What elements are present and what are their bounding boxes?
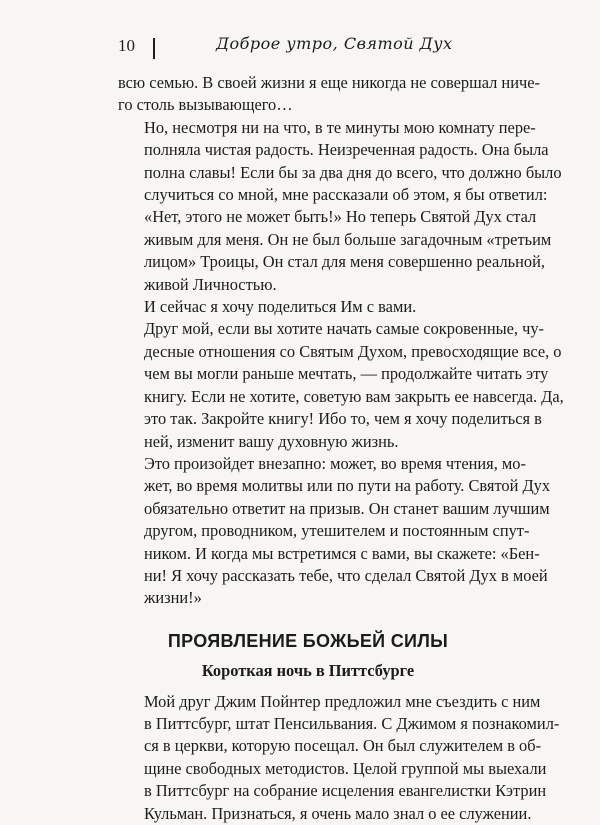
text-line: ней, изменит вашу духовную жизнь. bbox=[144, 431, 399, 451]
page-header bbox=[118, 36, 498, 64]
text-line: лицом» Троицы, Он стал для меня совершенно реальной, bbox=[144, 252, 545, 272]
section-heading: ПРОЯВЛЕНИЕ БОЖЬЕЙ СИЛЫ bbox=[167, 630, 449, 651]
body-text bbox=[118, 72, 564, 825]
paragraph bbox=[118, 453, 551, 610]
text-line: в Питтсбург на собрание исцеления евангелистки Кэтрин bbox=[144, 781, 547, 801]
text-line: жизни!» bbox=[144, 588, 202, 608]
text-line: Но, несмотря ни на что, в те минуты мою комнату пере- bbox=[144, 117, 536, 137]
text-line: полна славы! Если бы за два дня до всего, что должно было bbox=[144, 162, 562, 182]
text-line: Кульман. Признаться, я очень мало знал о ее служении. bbox=[144, 803, 532, 823]
section-subheading: Короткая ночь в Питтсбурге bbox=[201, 661, 415, 681]
paragraph bbox=[118, 117, 562, 296]
text-line: го столь вызывающего… bbox=[118, 95, 293, 115]
text-line: ся в церкви, которую посещал. Он был служителем в об- bbox=[144, 736, 542, 756]
text-line: щине свободных методистов. Целой группой мы выехали bbox=[144, 758, 547, 778]
text-line: живым для меня. Он не был больше загадочным «третьим bbox=[144, 229, 552, 249]
text-line: десные отношения со Святым Духом, превосходящие все, о bbox=[144, 341, 562, 361]
text-line: чем вы могли раньше мечтать, — продолжайте читать эту bbox=[144, 364, 549, 384]
text-line: другом, проводником, утешителем и постоянным спут- bbox=[144, 521, 530, 541]
text-line: всю семью. В своей жизни я еще никогда не совершал ниче- bbox=[118, 73, 540, 92]
text-line: обязательно ответит на призыв. Он станет вашим лучшим bbox=[144, 498, 550, 518]
text-line: Мой друг Джим Пойнтер предложил мне съездить с ним bbox=[144, 691, 541, 711]
header-divider bbox=[153, 38, 155, 59]
text-line: жет, во время молитвы или по пути на работу. Святой Дух bbox=[144, 476, 551, 496]
text-line: ником. И когда мы встретимся с вами, вы скажете: «Бен- bbox=[144, 543, 540, 563]
paragraph bbox=[118, 296, 498, 318]
page-number: 10 bbox=[118, 36, 135, 55]
text-line: полняла чистая радость. Неизреченная радость. Она была bbox=[144, 140, 549, 160]
text-line: Друг мой, если вы хотите начать самые сокровенные, чу- bbox=[144, 319, 544, 339]
text-line: «Нет, этого не может быть!» Но теперь Святой Дух стал bbox=[144, 207, 537, 227]
paragraph bbox=[118, 691, 560, 825]
text-line: это так. Закройте книгу! Ибо то, чем я хочу поделиться в bbox=[144, 409, 542, 429]
paragraph bbox=[118, 318, 564, 452]
text-line: Это произойдет внезапно: может, во время чтения, мо- bbox=[144, 453, 526, 473]
text-line: И сейчас я хочу поделиться Им с вами. bbox=[144, 297, 417, 317]
text-line: в Питтсбург, штат Пенсильвания. С Джимом я познакомил- bbox=[144, 713, 560, 733]
text-line: книгу. Если не хотите, советую вам закрыть ее навсегда. Да, bbox=[144, 386, 564, 406]
paragraph bbox=[118, 72, 540, 117]
running-title: Доброе утро, Святой Дух bbox=[216, 34, 453, 53]
text-line: живой Личностью. bbox=[144, 274, 277, 294]
text-line: ни! Я хочу рассказать тебе, что сделал Святой Дух в моей bbox=[144, 565, 548, 585]
text-line: случиться со мной, мне рассказали об этом, я бы ответил: bbox=[144, 185, 548, 205]
